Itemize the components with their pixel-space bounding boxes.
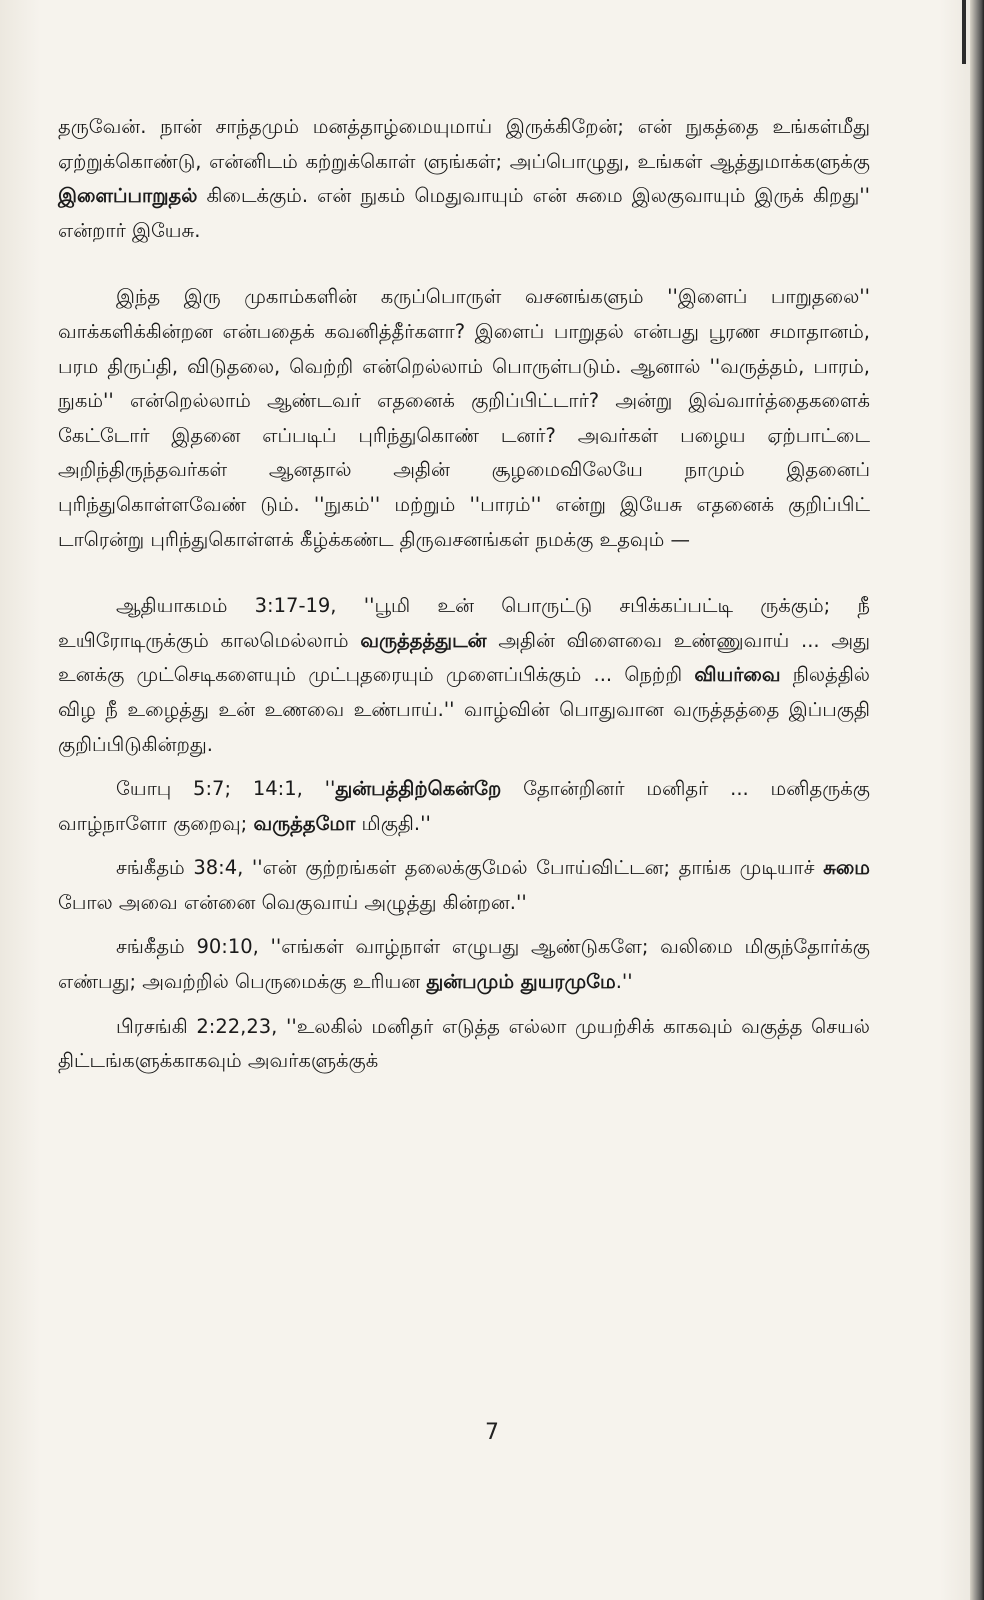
text-segment: தருவேன். நான் சாந்தமும் மனத்தாழ்மையுமாய் இருக்கிறேன்; என் நுகத்தை உங்கள்மீது ஏற்றுக்கொண்டு, என்னிடம் கற்றுக்கொள் ளுங்கள்; அப்பொழுது, உங்கள் ஆத்துமாக்களுக்கு (58, 115, 870, 173)
paragraph (58, 930, 870, 999)
paragraph (58, 851, 870, 920)
emphasized-text: வருத்தமோ (253, 811, 356, 835)
emphasized-text: வருத்தத்துடன் (360, 628, 487, 652)
text-segment: கிடைக்கும். என் நுகம் மெதுவாயும் என் சுமை இலகுவாயும் இருக் கிறது'' என்றார் இயேசு. (58, 184, 870, 242)
paragraph (58, 1010, 870, 1079)
paragraph (58, 280, 870, 557)
paragraph (58, 772, 870, 841)
page-edge-shadow (970, 0, 984, 1600)
body-text (58, 110, 870, 1079)
emphasized-text: இளைப்பாறுதல் (58, 184, 198, 208)
text-segment: மிகுதி.'' (355, 811, 431, 835)
emphasized-text: துன்பமும் துயரமுமே (426, 970, 616, 994)
text-segment: ஆதியாகமம் 3:17-19, ''பூமி உன் பொருட்டு சபிக்கப்பட்டி ருக்கும்; நீ உயிரோடிருக்கும் காலமெல்லாம் (58, 594, 870, 652)
paragraph (58, 589, 870, 762)
text-segment: பிரசங்கி 2:22,23, ''உலகில் மனிதர் எடுத்த எல்லா முயற்சிக் காகவும் வகுத்த செயல் திட்டங்களுக்காகவும் அவர்களுக்குக் (58, 1014, 870, 1073)
text-segment: யோபு 5:7; 14:1, '' (116, 777, 336, 801)
emphasized-text: சுமை (823, 856, 870, 880)
text-segment: சங்கீதம் 90:10, ''எங்கள் வாழ்நாள் எழுபது ஆண்டுகளே; வலிமை மிகுந்தோர்க்கு எண்பது; அவற்றில் பெருமைக்கு உரியன (58, 935, 870, 994)
page-number: 7 (485, 1420, 499, 1445)
text-segment: அதின் விளைவை உண்ணுவாய் ... அது உனக்கு முட்செடிகளையும் முட்புதரையும் முளைப்பிக்கும் ... நெற்றி (58, 628, 871, 687)
text-segment: நிலத்தில் விழ நீ உழைத்து உன் உணவை உண்பாய்.'' வாழ்வின் பொதுவான வருத்தத்தை இப்பகுதி குறிப்பிடுகின்றது. (58, 663, 870, 756)
text-segment: தோன்றினர் மனிதர் ... மனிதருக்கு வாழ்நாளோ குறைவு; (58, 777, 870, 835)
emphasized-text: துன்பத்திற்கென்றே (335, 777, 502, 801)
text-segment: போல அவை என்னை வெகுவாய் அழுத்து கின்றன.'' (58, 890, 527, 914)
text-segment: இந்த இரு முகாம்களின் கருப்பொருள் வசனங்களும் ''இளைப் பாறுதலை'' வாக்களிக்கின்றன என்பதைக் கவனித்தீர்களா? இளைப் பாறுதல் என்பது பூரண சமாதானம், பரம திருப்தி, விடுதலை, வெற்றி என்றெல்லாம் பொருள்படும். ஆனால் ''வருத்தம், பாரம், நுகம்'' என்றெல்லாம் ஆண்டவர் எதனைக் குறிப்பிட்டார்? அன்று இவ்வார்த்தைகளைக் கேட்டோர் இதனை எப்படிப் புரிந்துகொண் டனர்? அவர்கள் பழைய ஏற்பாட்டை அறிந்திருந்தவர்கள் ஆனதால் அதின் சூழமைவிலேயே நாமும் இதனைப் புரிந்துகொள்ளவேண் டும். ''நுகம்'' மற்றும் ''பாரம்'' என்று இயேசு எதனைக் குறிப்பிட் டாரென்று புரிந்துகொள்ளக் கீழ்க்கண்ட திருவசனங்கள் நமக்கு உதவும் — (58, 285, 870, 551)
binding-mark (962, 0, 966, 64)
emphasized-text: வியர்வை (694, 663, 781, 687)
text-segment: .'' (615, 970, 633, 994)
text-segment: சங்கீதம் 38:4, ''என் குற்றங்கள் தலைக்குமேல் போய்விட்டன; தாங்க முடியாச் (116, 856, 824, 880)
paragraph (58, 110, 870, 248)
